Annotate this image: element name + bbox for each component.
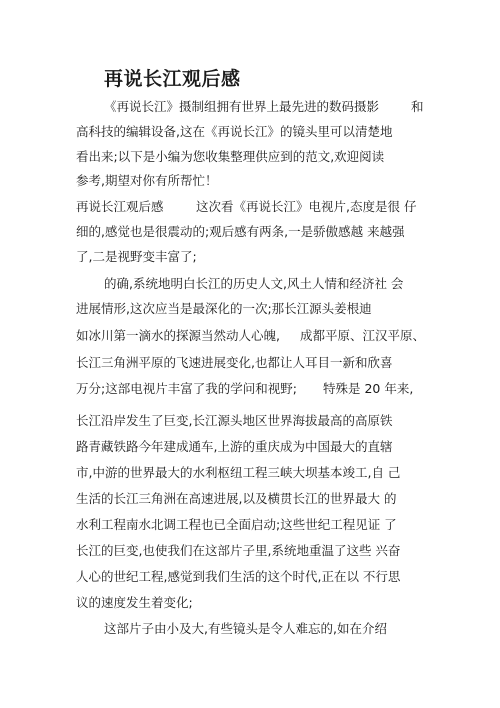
paragraph-line: 再说长江观后感 bbox=[76, 199, 164, 214]
paragraph-line: 看出来;以下是小编为您收集整理供应到的范文,欢迎阅读 bbox=[76, 149, 385, 164]
paragraph-line: 长江沿岸发生了巨变,长江源头地区世界海拔最高的高原铁 bbox=[76, 413, 393, 428]
paragraph-line: 人心的世纪工程,感觉到我们生活的这个时代,正在以 不行思 bbox=[76, 569, 401, 584]
paragraph-line: 路青藏铁路今年建成通车,上游的重庆成为中国最大的直辖 bbox=[76, 439, 393, 454]
paragraph-line: 细的,感觉也是很震动的;观后感有两条,一是骄傲感越 来越强 bbox=[76, 224, 405, 239]
paragraph-line: 这次看《再说长江》电视片,态度是很 仔 bbox=[196, 199, 417, 214]
paragraph-line: 成都平原、江汉平原、 bbox=[300, 328, 426, 343]
paragraph-line: 进展情形,这次应当是最深化的一次;那长江源头姜根迪 bbox=[76, 301, 372, 316]
paragraph-line: 的确,系统地明白长江的历史人文,风土人情和经济社 会 bbox=[104, 276, 404, 291]
paragraph-line: 如冰川第一滴水的探源当然动人心魄, bbox=[76, 328, 280, 343]
paragraph-line: 高科技的编辑设备,这在《再说长江》的镜头里可以清楚地 bbox=[76, 124, 393, 139]
paragraph-line: 特殊是 20 年来, bbox=[323, 381, 414, 396]
paragraph-line: 市,中游的世界最大的水利枢纽工程三峡大坝基本竣工,自 己 bbox=[76, 465, 401, 480]
paragraph-line: 和 bbox=[411, 99, 424, 114]
paragraph-line: 这部片子由小及大,有些镜头是令人难忘的,如在介绍 bbox=[104, 621, 387, 636]
paragraph-line: 水利工程南水北调工程也已全面启动;这些世纪工程见证 了 bbox=[76, 517, 397, 532]
paragraph-line: 《再说长江》摄制组拥有世界上最先进的数码摄影 bbox=[104, 99, 380, 114]
paragraph-line: 长江三角洲平原的飞速进展变化,也都让人耳目一新和欣喜 bbox=[76, 355, 393, 370]
paragraph-line: 万分;这部电视片丰富了我的学问和视野; bbox=[76, 381, 297, 396]
paragraph-line: 生活的长江三角洲在高速进展,以及横贯长江的世界最大 的 bbox=[76, 491, 397, 506]
paragraph-line: 议的速度发生着变化; bbox=[76, 595, 193, 610]
paragraph-line: 了,二是视野变丰富了; bbox=[76, 249, 197, 264]
paragraph-line: 长江的巨变,也使我们在这部片子里,系统地重温了这些 兴奋 bbox=[76, 543, 401, 558]
document-title: 再说长江观后感 bbox=[104, 68, 241, 90]
paragraph-line: 参考,期望对你有所帮忙！ bbox=[76, 173, 218, 188]
